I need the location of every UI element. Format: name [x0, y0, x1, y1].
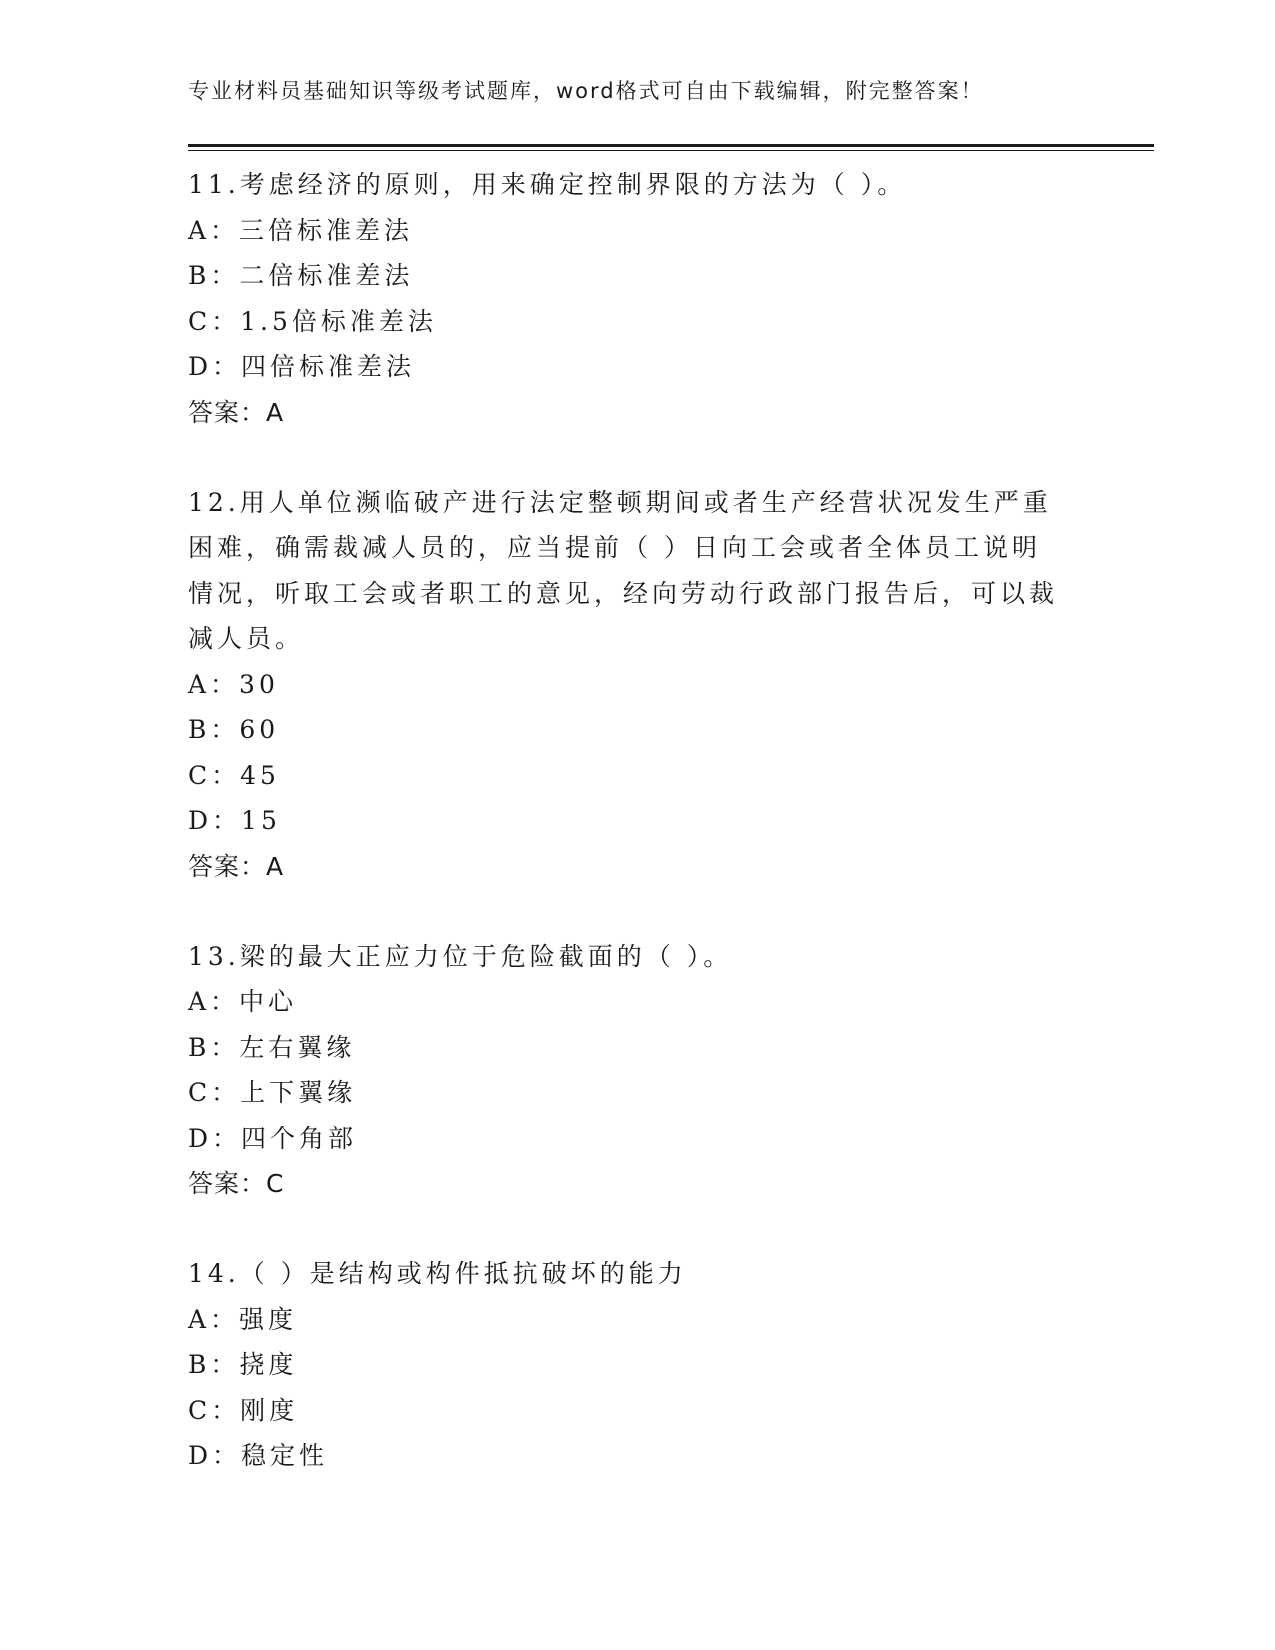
- option-c: C：45: [188, 760, 280, 790]
- option-c: C：上下翼缘: [188, 1078, 357, 1107]
- option-a: A：中心: [188, 987, 298, 1016]
- document-header: 专业材料员基础知识等级考试题库，word格式可自由下载编辑，附完整答案！: [188, 79, 984, 103]
- answer-line: 答案：A: [188, 397, 285, 427]
- answer-line: 答案：A: [188, 851, 285, 881]
- option-a: A：30: [188, 669, 279, 699]
- header-rule-thick: [188, 144, 1154, 147]
- question-13: [188, 934, 1088, 1207]
- question-stem: 14.（ ）是结构或构件抵抗破坏的能力: [188, 1259, 687, 1288]
- option-b: B：左右翼缘: [188, 1032, 356, 1062]
- answer-line: 答案：C: [188, 1169, 285, 1198]
- question-stem: 11.考虑经济的原则，用来确定控制界限的方法为（ ）。: [188, 170, 907, 199]
- question-14: [188, 1251, 1088, 1479]
- option-b: B：60: [188, 715, 280, 744]
- question-12: [188, 480, 1088, 889]
- header-rule-thin: [188, 150, 1154, 151]
- question-11: [188, 162, 1088, 435]
- option-b: B：挠度: [188, 1350, 298, 1379]
- option-d: D：四个角部: [188, 1123, 358, 1153]
- question-stem: 12.用人单位濒临破产进行法定整顿期间或者生产经营状况发生严重困难，确需裁减人员的，应当提前（ ）日向工会或者全体员工说明情况，听取工会或者职工的意见，经向劳动行政部门报告后，可以裁减人员。: [188, 487, 1059, 653]
- question-stem: 13.梁的最大正应力位于危险截面的（ ）。: [188, 941, 733, 971]
- option-d: D：稳定性: [188, 1441, 329, 1470]
- option-a: A：三倍标准差法: [188, 215, 414, 245]
- option-c: C：刚度: [188, 1395, 299, 1425]
- option-c: C：1.5倍标准差法: [188, 306, 437, 336]
- option-b: B：二倍标准差法: [188, 261, 414, 290]
- option-d: D：四倍标准差法: [188, 352, 416, 381]
- option-a: A：强度: [188, 1304, 298, 1334]
- option-d: D：15: [188, 806, 281, 835]
- question-list: [188, 162, 1088, 1524]
